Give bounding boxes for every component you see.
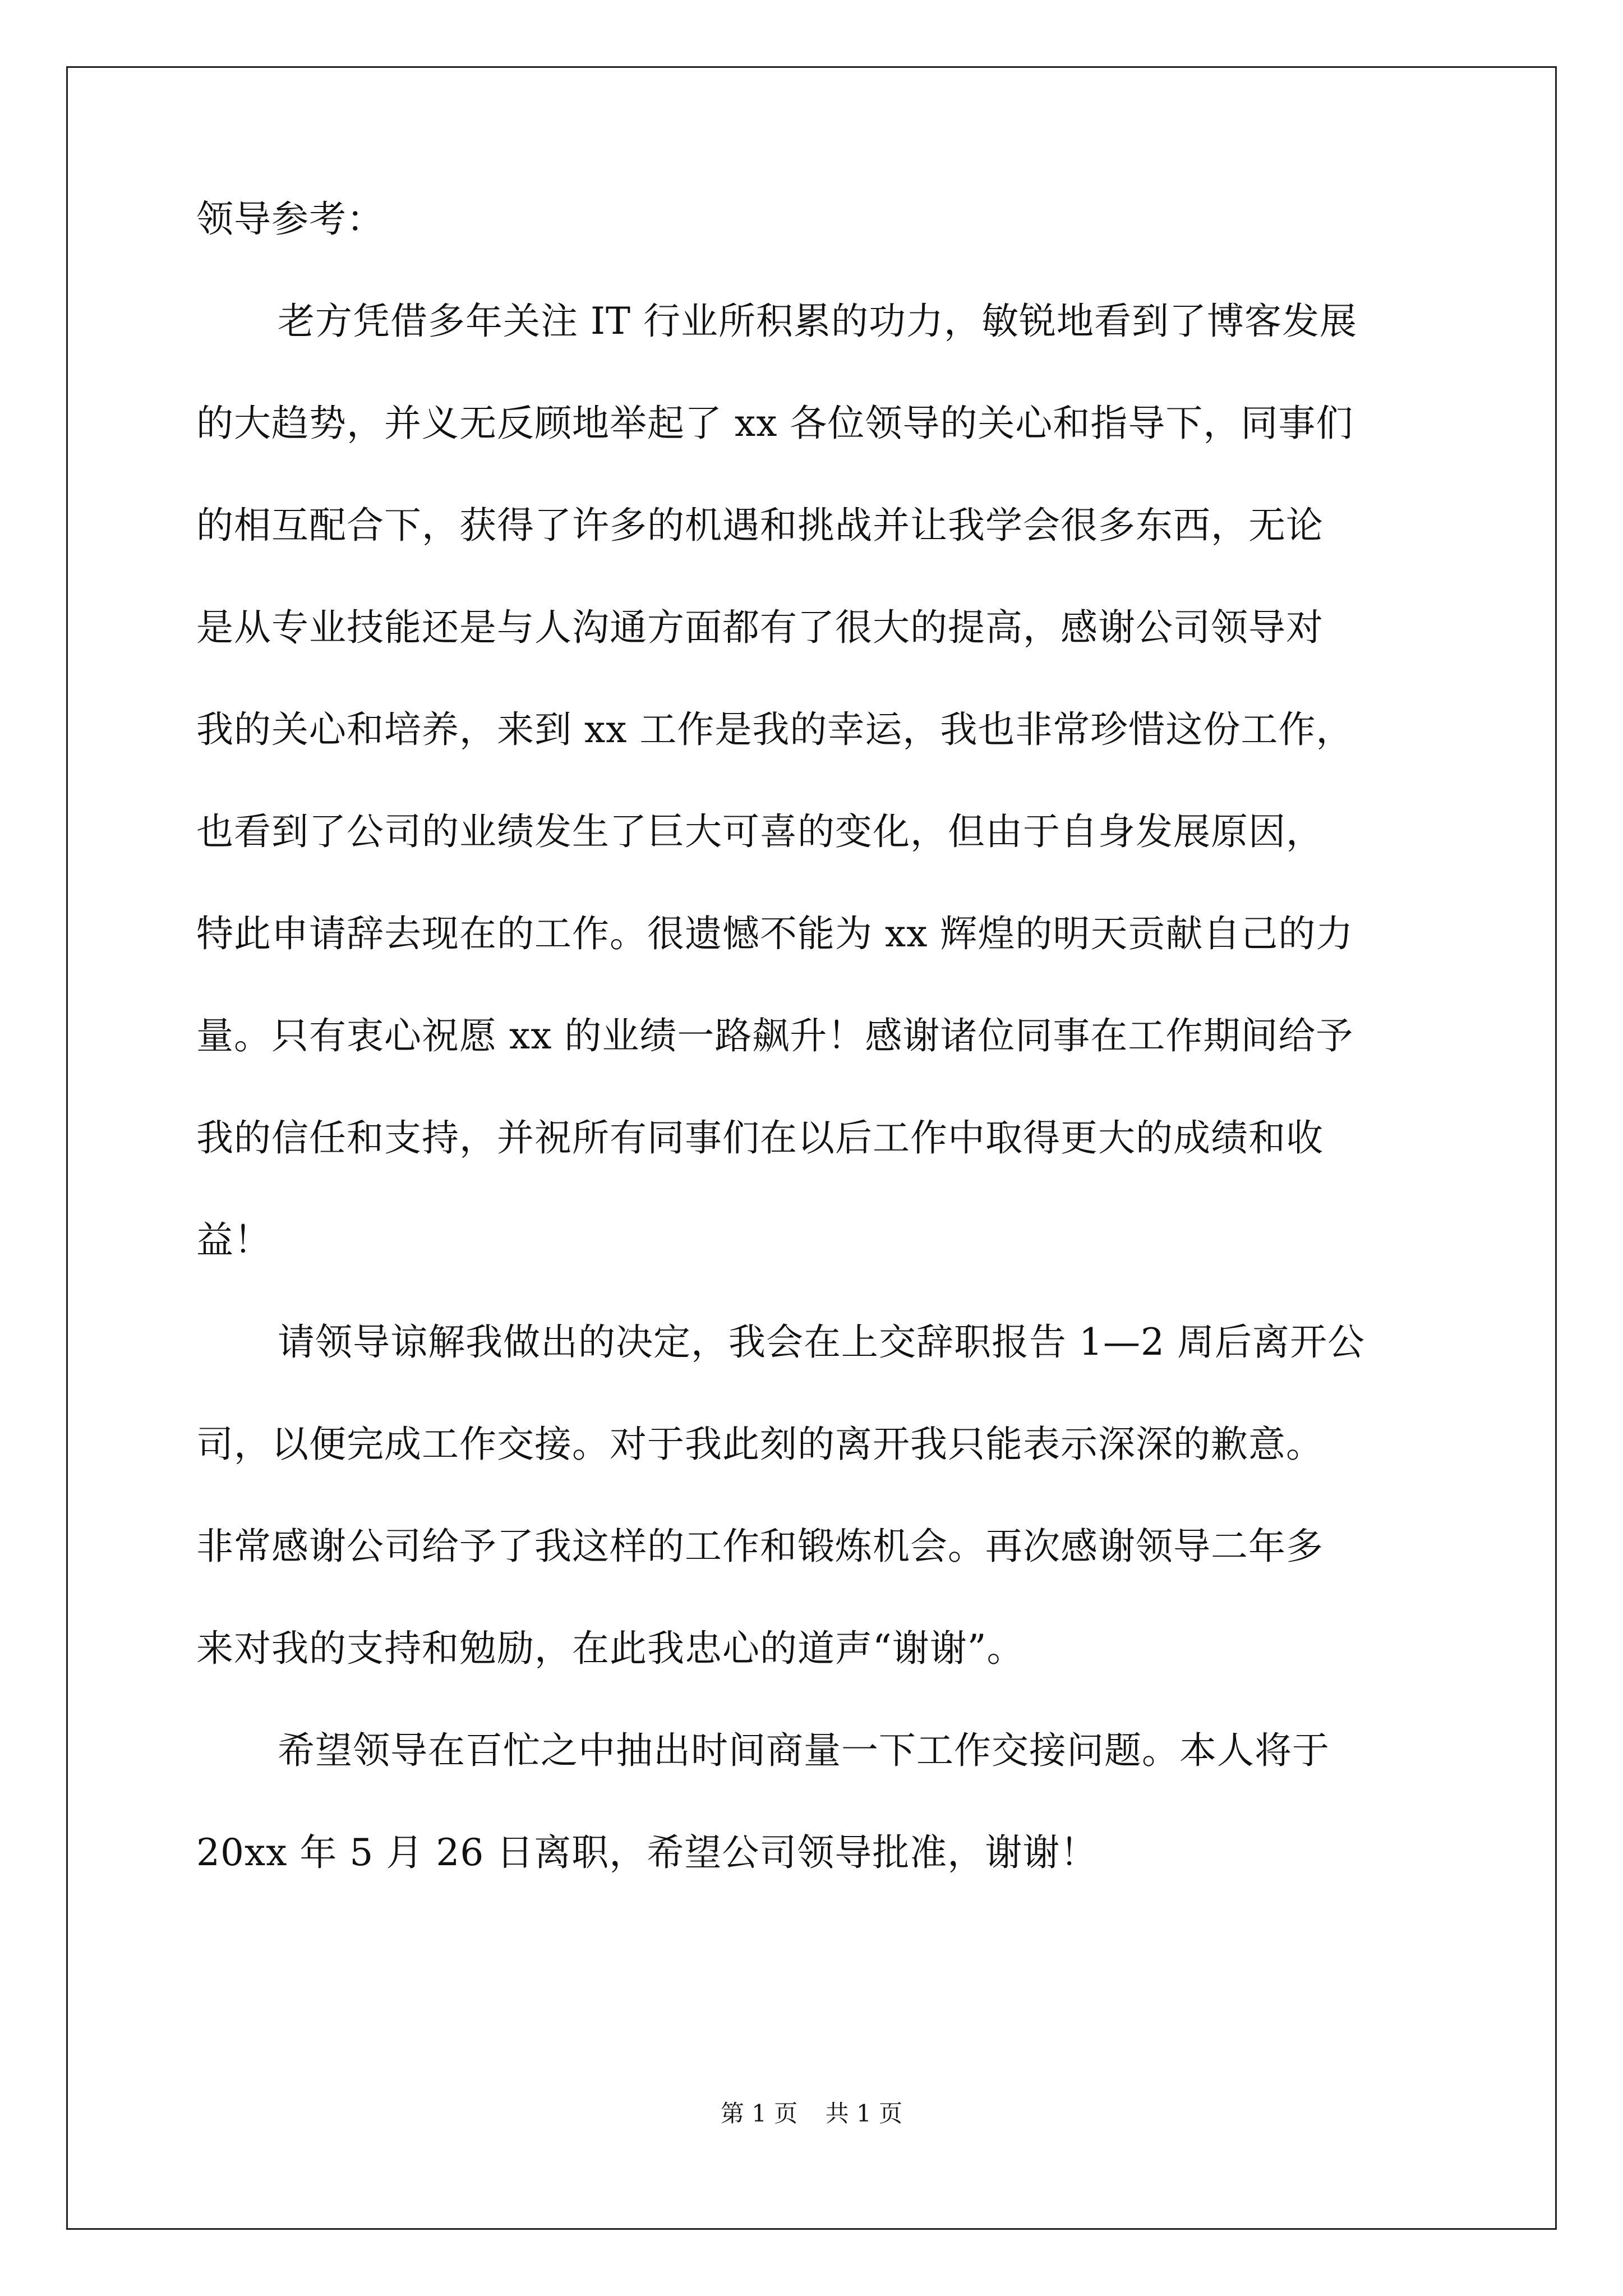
salutation-line: 领导参考： xyxy=(196,197,384,241)
paragraph-line: 来对我的支持和勉励，在此我忠心的道声“谢谢”。 xyxy=(196,1627,1025,1670)
paragraph-line: 量。只有衷心祝愿 xx 的业绩一路飙升！感谢诸位同事在工作期间给予 xyxy=(196,1014,1354,1057)
paragraph-line: 是从专业技能还是与人沟通方面都有了很大的提高，感谢公司领导对 xyxy=(196,606,1324,649)
paragraph-line: 老方凭借多年关注 IT 行业所积累的功力，敏锐地看到了博客发展 xyxy=(278,300,1358,343)
paragraph-line: 也看到了公司的业绩发生了巨大可喜的变化，但由于自身发展原因， xyxy=(196,810,1324,853)
paragraph-line: 益！ xyxy=(196,1218,271,1262)
paragraph-line: 希望领导在百忙之中抽出时间商量一下工作交接问题。本人将于 xyxy=(278,1729,1330,1772)
paragraph-line: 我的信任和支持，并祝所有同事们在以后工作中取得更大的成绩和收 xyxy=(196,1116,1324,1159)
paragraph-line: 非常感谢公司给予了我这样的工作和锻炼机会。再次感谢领导二年多 xyxy=(196,1525,1324,1568)
paragraph-line: 的相互配合下，获得了许多的机遇和挑战并让我学会很多东西，无论 xyxy=(196,504,1324,547)
page-number-total: 共 1 页 xyxy=(825,2100,903,2127)
document-body xyxy=(196,168,1424,1904)
paragraph-line: 司，以便完成工作交接。对于我此刻的离开我只能表示深深的歉意。 xyxy=(196,1423,1324,1466)
paragraph-line: 我的关心和培养，来到 xx 工作是我的幸运，我也非常珍惜这份工作， xyxy=(196,708,1354,751)
paragraph-line: 的大趋势，并义无反顾地举起了 xx 各位领导的关心和指导下，同事们 xyxy=(196,402,1354,445)
page-footer xyxy=(0,2097,1623,2131)
page-number-current: 第 1 页 xyxy=(720,2100,798,2127)
paragraph-line: 特此申请辞去现在的工作。很遗憾不能为 xx 辉煌的明天贡献自己的力 xyxy=(196,912,1354,955)
paragraph-line: 20xx 年 5 月 26 日离职，希望公司领导批准，谢谢！ xyxy=(196,1831,1098,1874)
paragraph-line: 请领导谅解我做出的决定，我会在上交辞职报告 1—2 周后离开公 xyxy=(278,1320,1365,1364)
